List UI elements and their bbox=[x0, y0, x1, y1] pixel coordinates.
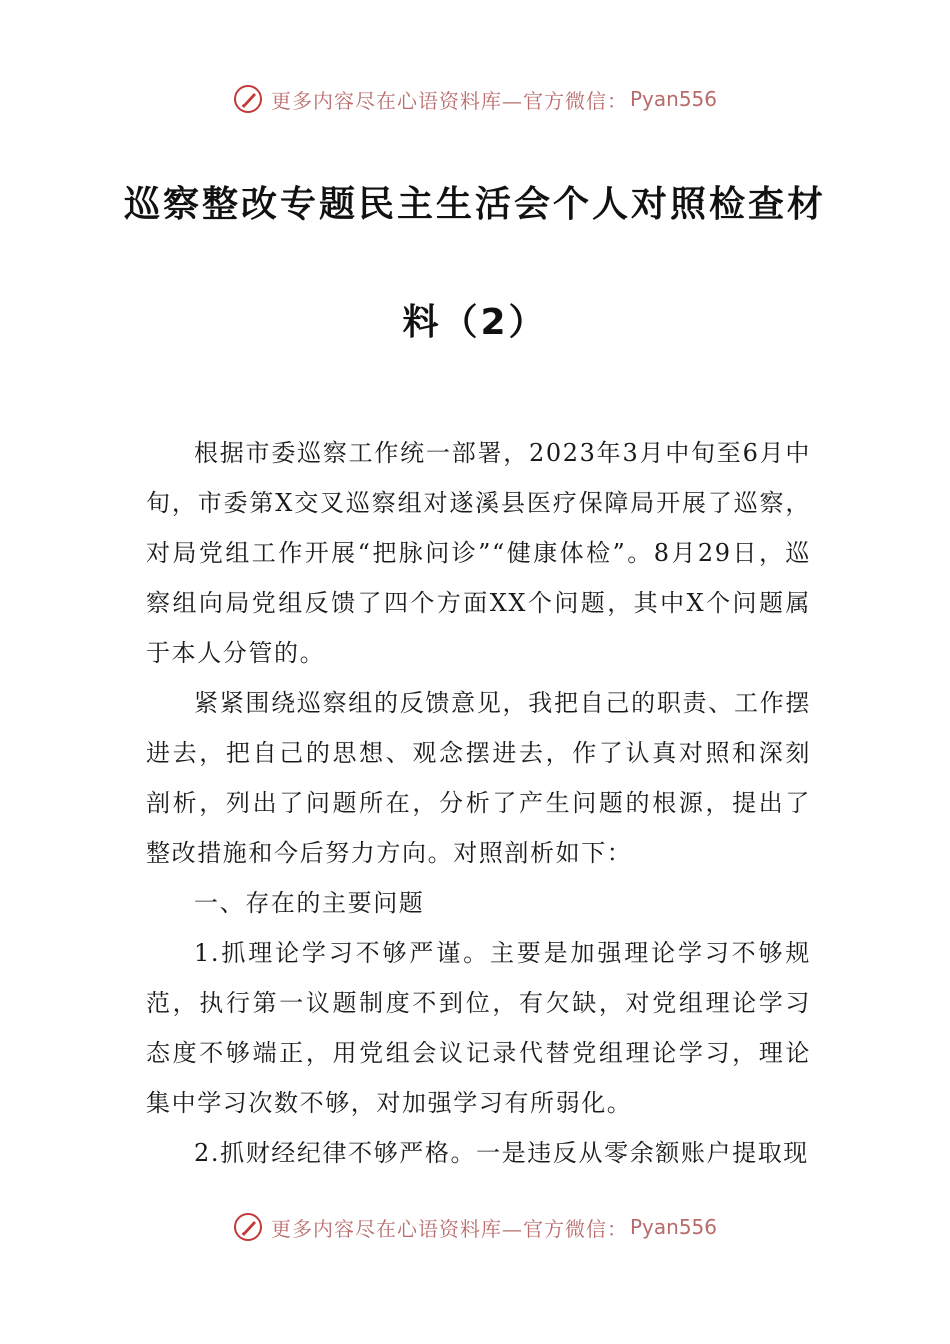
paragraph-item-1: 1.抓理论学习不够严谨。主要是加强理论学习不够规范，执行第一议题制度不到位，有欠缺，对党组理论学习态度不够端正，用党组会议记录代替党组理论学习，理论集中学习次数不够，对加强学习有所弱化。 bbox=[146, 939, 811, 1117]
watermark-id: Pyan556 bbox=[629, 1215, 717, 1239]
watermark-id: Pyan556 bbox=[629, 87, 717, 111]
document-body bbox=[146, 428, 811, 1178]
pen-logo-icon bbox=[233, 1212, 263, 1242]
section-heading: 一、存在的主要问题 bbox=[194, 889, 425, 917]
paragraph-intro: 根据市委巡察工作统一部署，2023年3月中旬至6月中旬，市委第X交叉巡察组对遂溪县医疗保障局开展了巡察，对局党组工作开展“把脉问诊”“健康体检”。8月29日，巡察组向局党组反馈了四个方面XX个问题，其中X个问题属于本人分管的。 bbox=[146, 439, 811, 667]
watermark-text: 更多内容尽在心语资料库—官方微信： bbox=[270, 1216, 628, 1241]
header-watermark bbox=[0, 84, 950, 114]
paragraph-approach: 紧紧围绕巡察组的反馈意见，我把自己的职责、工作摆进去，把自己的思想、观念摆进去，作了认真对照和深刻剖析，列出了问题所在，分析了产生问题的根源，提出了整改措施和今后努力方向。对照剖析如下： bbox=[146, 689, 811, 867]
document-title-line1: 巡察整改专题民主生活会个人对照检查材 bbox=[123, 184, 826, 225]
paragraph-item-2: 2.抓财经纪律不够严格。一是违反从零余额账户提取现 bbox=[194, 1139, 809, 1167]
watermark-text: 更多内容尽在心语资料库—官方微信： bbox=[270, 88, 628, 113]
footer-watermark bbox=[0, 1212, 950, 1242]
pen-logo-icon bbox=[233, 84, 263, 114]
document-title-line2: 料（2） bbox=[402, 302, 548, 343]
